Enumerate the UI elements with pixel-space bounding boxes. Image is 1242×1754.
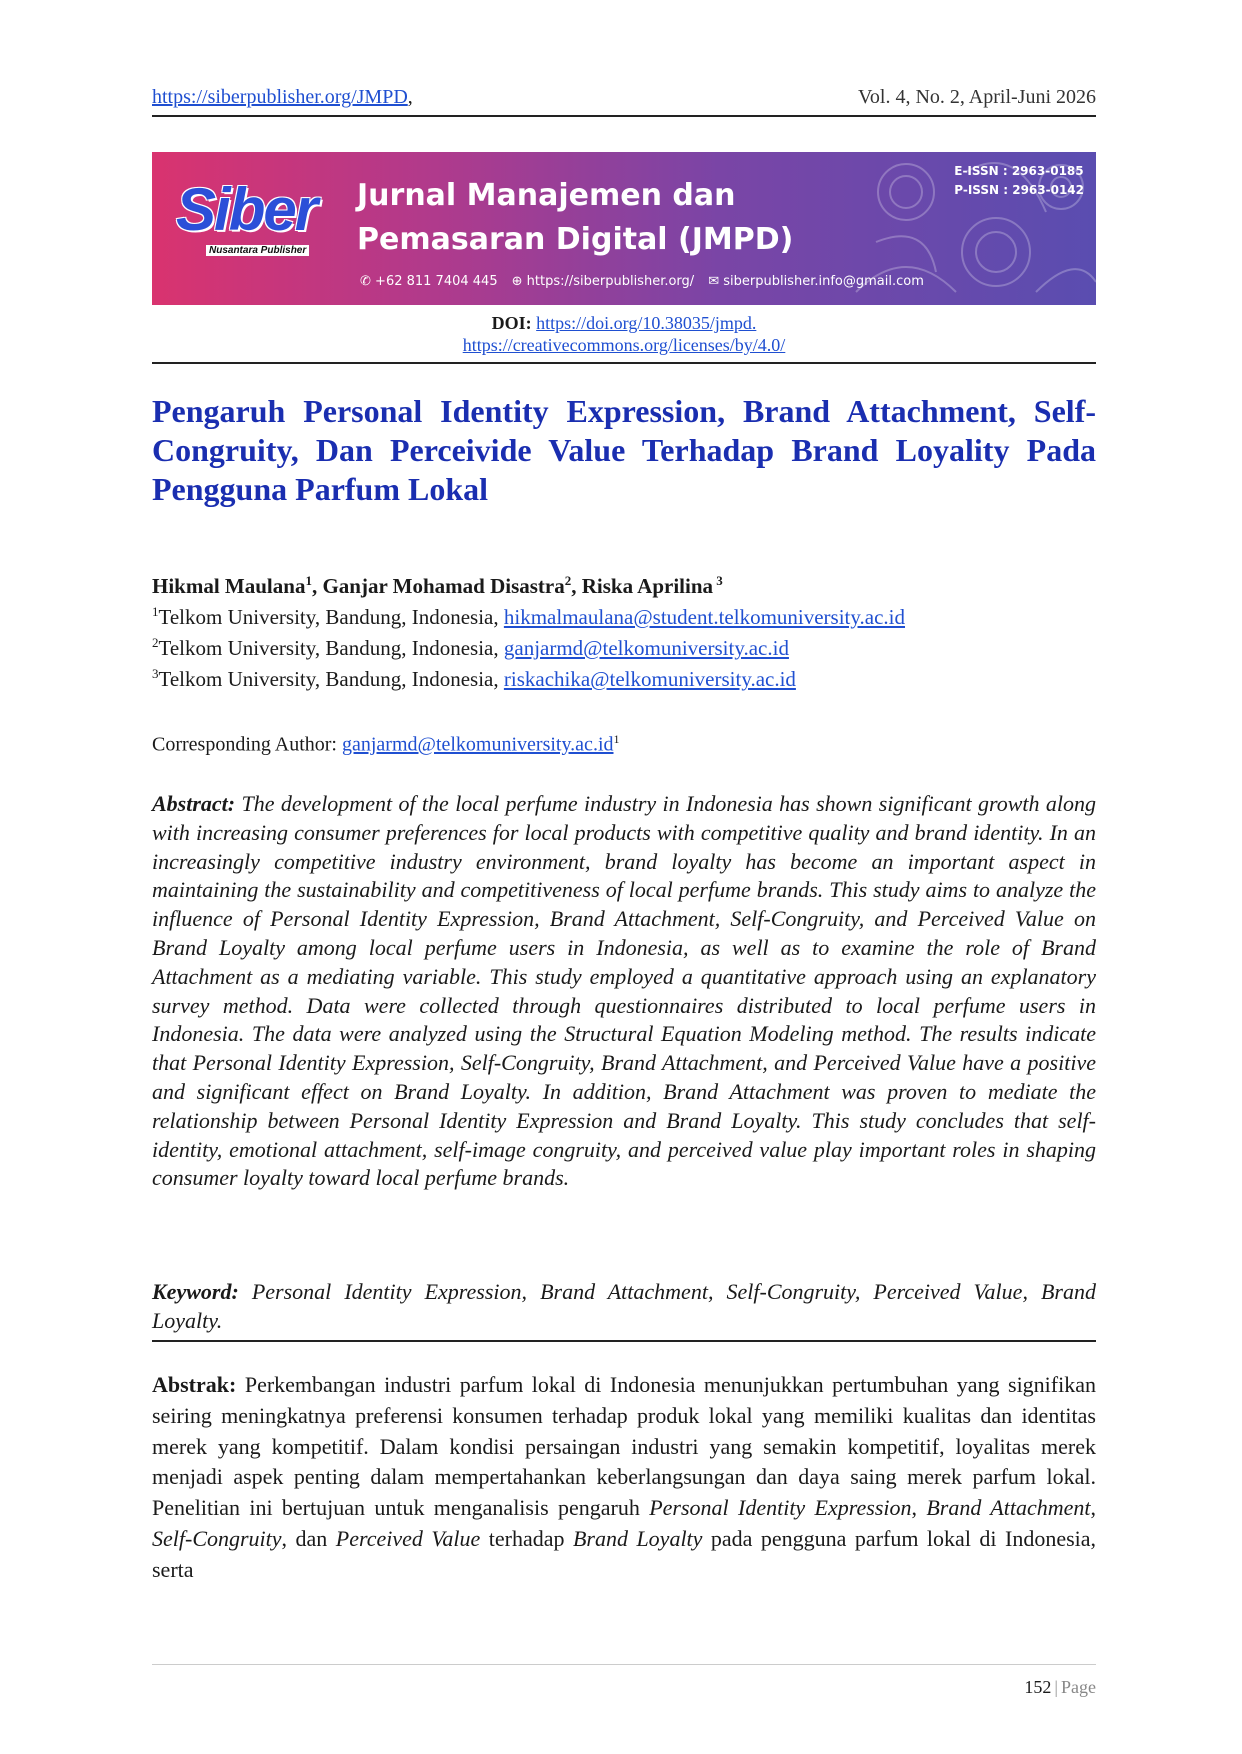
doi-link[interactable]: https://doi.org/10.38035/jmpd. (536, 313, 757, 333)
affiliation-email-link[interactable]: hikmalmaulana@student.telkomuniversity.ac.id (503, 605, 906, 629)
corresponding-email-link[interactable]: ganjarmd@telkomuniversity.ac.id (342, 733, 614, 756)
email-contact (708, 274, 924, 289)
corresponding-sup: 1 (613, 732, 620, 746)
running-header (152, 86, 1096, 117)
author-name: Ganjar Mohamad Disastra (322, 574, 565, 598)
doi-label: DOI: (491, 313, 532, 333)
abstrak-label: Abstrak: (152, 1372, 237, 1397)
abstrak-term: Self-Congruity (152, 1525, 282, 1551)
affiliation (152, 630, 1096, 661)
author-sep: , (571, 574, 582, 598)
author-name: Riska Aprilina (581, 574, 714, 598)
abstrak-text: terhadap (480, 1525, 573, 1551)
phone-number: +62 811 7404 445 (375, 274, 498, 289)
keywords (152, 1278, 1096, 1342)
abstrak-text: , dan (281, 1525, 336, 1551)
doi-line (152, 312, 1096, 334)
author-sep: , (311, 574, 323, 598)
authors-block (152, 568, 1096, 692)
affiliation-sup: 1 (152, 604, 159, 619)
logo-word: Siber (176, 176, 317, 243)
abstract-english (152, 790, 1096, 1193)
abstrak-term: Perceived Value (335, 1525, 481, 1551)
page-footer (152, 1664, 1096, 1698)
globe-icon: ⊕ (511, 274, 523, 289)
doi-block (152, 312, 1096, 364)
pissn: P-ISSN : 2963-0142 (954, 183, 1084, 197)
author-sup: 3 (713, 573, 723, 588)
author-names (152, 568, 1096, 599)
eissn: E-ISSN : 2963-0185 (954, 164, 1084, 178)
phone-contact (360, 274, 498, 289)
abstrak-text: , (911, 1495, 927, 1521)
journal-url-link[interactable]: https://siberpublisher.org/JMPD (152, 86, 408, 108)
whatsapp-icon: ✆ (360, 274, 371, 289)
author-name: Hikmal Maulana (152, 574, 306, 598)
license-line (152, 334, 1096, 356)
author-sup: 2 (564, 573, 572, 588)
email-address: siberpublisher.info@gmail.com (723, 274, 924, 289)
affiliation-email-link[interactable]: riskachika@telkomuniversity.ac.id (503, 667, 796, 691)
affiliation-text: Telkom University, Bandung, Indonesia, (158, 636, 504, 660)
abstrak-term: Brand Loyalty (572, 1525, 703, 1551)
abstract-label: Abstract: (152, 791, 236, 816)
journal-name-line1: Jurnal Manajemen dan (357, 178, 736, 213)
affiliation-text: Telkom University, Bandung, Indonesia, (158, 667, 504, 691)
affiliation (152, 661, 1096, 692)
journal-banner (152, 152, 1096, 305)
affiliation (152, 599, 1096, 630)
affiliation-email-link[interactable]: ganjarmd@telkomuniversity.ac.id (503, 636, 789, 660)
abstrak-text: pada pengguna parfum lokal di Indonesia, serta (152, 1525, 1097, 1582)
corresponding-label: Corresponding Author: (152, 733, 342, 756)
journal-url-suffix: , (407, 86, 413, 108)
abstrak-text: Perkembangan industri parfum lokal di Indonesia menunjukkan pertumbuhan yang signifikan seiring meningkatnya preferensi konsumen terhadap produk lokal yang memiliki kualitas dan identitas merek yang kompetitif. Dalam kondisi persaingan industri yang semakin kompetitif, loyalitas merek menjadi aspek penting dalam mempertahankan keberlangsungan dan daya saing merek parfum lokal. Penelitian ini bertujuan untuk menganalisis pengaruh (152, 1372, 1096, 1521)
journal-name-line2: Pemasaran Digital (JMPD) (357, 222, 794, 257)
affiliation-sup: 3 (152, 666, 159, 681)
issn-info (954, 162, 1084, 200)
corresponding-author (152, 732, 620, 757)
website-contact (512, 274, 695, 289)
abstrak-term: Personal Identity Expression (649, 1495, 912, 1521)
page-word: Page (1061, 1677, 1096, 1697)
page-number: 152 (1024, 1677, 1052, 1697)
journal-name (357, 174, 793, 262)
license-link[interactable]: https://creativecommons.org/licenses/by/4.0/ (462, 335, 786, 355)
keywords-text: Personal Identity Expression, Brand Attachment, Self-Congruity, Perceived Value, Brand Loyalty. (152, 1279, 1096, 1333)
journal-url-group (152, 86, 413, 109)
abstrak-text: , (1090, 1495, 1097, 1521)
abstract-indonesian (152, 1370, 1096, 1586)
volume-info: Vol. 4, No. 2, April-Juni 2026 (858, 86, 1096, 108)
keywords-label: Keyword: (152, 1279, 239, 1304)
publisher-logo (176, 176, 336, 270)
affiliation-sup: 2 (152, 635, 159, 650)
mail-icon: ✉ (708, 274, 720, 289)
affiliation-text: Telkom University, Bandung, Indonesia, (158, 605, 504, 629)
abstrak-term: Brand Attachment (926, 1495, 1091, 1521)
paper-title: Pengaruh Personal Identity Expression, Brand Attachment, Self-Congruity, Dan Perceivide Value Terhadap Brand Loyality Pada Pengguna Parfum Lokal (152, 393, 1096, 507)
logo-tagline: Nusantara Publisher (206, 245, 309, 256)
website-url: https://siberpublisher.org/ (526, 274, 695, 289)
abstract-text: The development of the local perfume industry in Indonesia has shown significant growth along with increasing consumer preferences for local products with competitive quality and brand identity. In an increasingly competitive industry environment, brand loyalty has become an important aspect in maintaining the sustainability and competitiveness of local perfume brands. This study aims to analyze the influence of Personal Identity Expression, Brand Attachment, Self-Congruity, and Perceived Value on Brand Loyalty among local perfume users in Indonesia, as well as to examine the role of Brand Attachment as a mediating variable. This study employed a quantitative approach using an explanatory survey method. Data were collected through questionnaires distributed to local perfume users in Indonesia. The data were analyzed using the Structural Equation Modeling method. The results indicate that Personal Identity Expression, Self-Congruity, Brand Attachment, and Perceived Value have a positive and significant effect on Brand Loyalty. In addition, Brand Attachment was proven to mediate the relationship between Personal Identity Expression and Brand Loyalty. This study concludes that self-identity, emotional attachment, self-image congruity, and perceived value play important roles in shaping consumer loyalty toward local perfume brands. (152, 791, 1097, 1191)
banner-contacts (360, 274, 924, 289)
author-sup: 1 (305, 573, 312, 588)
page-separator: | (1054, 1677, 1058, 1697)
